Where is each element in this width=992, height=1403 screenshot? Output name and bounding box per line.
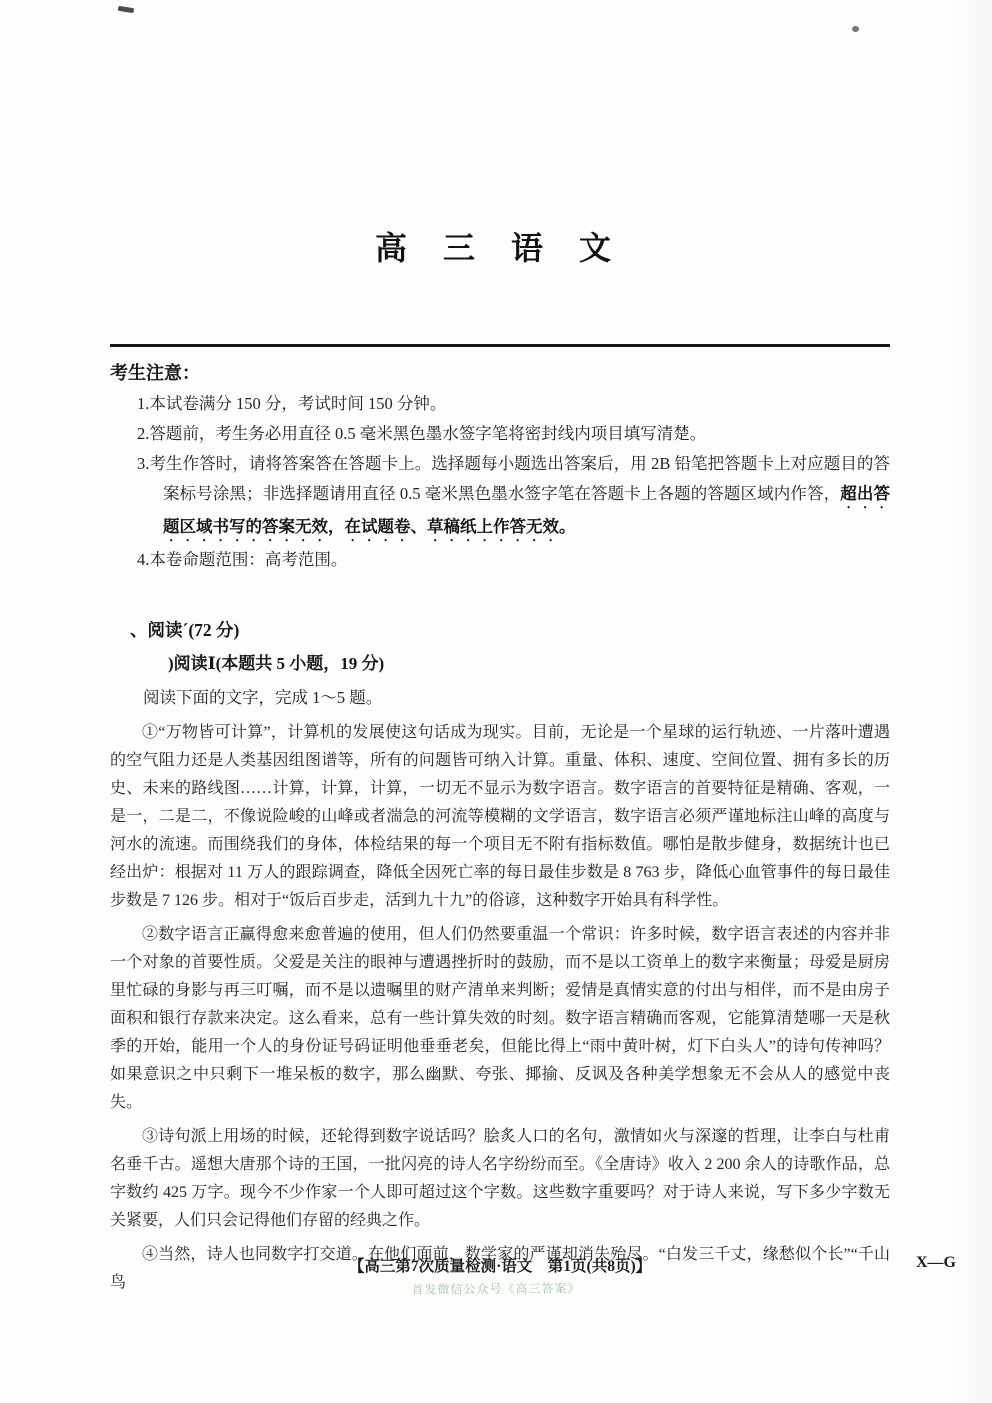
notice-list: [137, 389, 890, 575]
notice-item-1: 1.本试卷满分 150 分，考试时间 150 分钟。: [137, 394, 447, 413]
paragraph-4: ④当然，诗人也同数字打交道。在他们面前，数学家的严谨却消失殆尽。“白发三千丈，缘愁似个长”“千山鸟: [110, 1246, 890, 1291]
scan-artifact: [118, 6, 135, 13]
watermark: 首发微信公众号《高三答案》: [411, 1281, 581, 1297]
scan-artifact: [852, 26, 859, 32]
paragraph-2: ②数字语言正赢得愈来愈普遍的使用，但人们仍然要重温一个常识：许多时候，数字语言表述的内容并非一个对象的首要性质。父爱是关注的眼神与遭遇挫折时的鼓励，而不是以工资单上的数字来衡量；母爱是厨房里忙碌的身影与再三叮嘱，而不是以遗嘱里的财产清单来判断；爱情是真情实意的付出与相伴，而不是由房子面积和银行存款来决定。这么看来，总有一些计算失效的时刻。数字语言精确而客观，它能算清楚哪一天是秋季的开始，能用一个人的身份证号码证明他垂垂老矣，但能比得上“雨中黄叶树，灯下白头人”的诗句传神吗？如果意识之中只剩下一堆呆板的数字，那么幽默、夸张、揶揄、反讽及各种美学想象无不会从人的感觉中丧失。: [110, 926, 890, 1111]
page-title: 高 三 语 文: [374, 230, 625, 266]
notice-item-2: 2.答题前，考生务必用直径 0.5 毫米黑色墨水签字笔将密封线内项目填写清楚。: [137, 424, 707, 443]
notice-heading: 考生注意：: [110, 363, 200, 383]
notice-item-3-emphasis: 超出答题区域书写的答案无效，在试题卷、草稿纸上作答无效。: [163, 484, 891, 536]
notice-section: [110, 357, 890, 575]
paper-code: X—G: [916, 1254, 956, 1271]
notice-item-4: 4.本卷命题范围：高考范围。: [137, 550, 348, 569]
reading-section: [110, 615, 890, 1297]
page-footer: 【高三第7次质量检测·语文 第1页(共8页)】: [348, 1258, 652, 1275]
header-divider: [110, 344, 890, 347]
notice-item-3-text: 3.考生作答时，请将答案答在答题卡上。选择题每小题选出答案后，用 2B 铅笔把答题卡上对应题目的答案标号涂黑；非选择题请用直径 0.5 毫米黑色墨水签字笔在答题卡上各题的答题区域内作答，: [137, 454, 890, 503]
paragraph-3: ③诗句派上用场的时候，还轮得到数字说话吗？脍炙人口的名句，激情如火与深邃的哲理，让李白与杜甫名垂千古。遥想大唐那个诗的王国，一批闪亮的诗人名字纷纷而至。《全唐诗》收入 2 200 余人的诗歌作品，总字数约 425 万字。现今不少作家一个人即可超过这个字数。这些数字重要吗？对于诗人来说，写下多少字数无关紧要，人们只会记得他们存留的经典之作。: [110, 1128, 890, 1229]
subsection-heading: )阅读Ⅰ(本题共 5 小题，19 分): [168, 654, 385, 673]
reading-instruction: 阅读下面的文字，完成 1～5 题。: [143, 688, 383, 707]
section-heading: 、阅读´(72 分): [130, 620, 240, 640]
notice-item-3: [137, 449, 890, 545]
paragraph-1: ①“万物皆可计算”，计算机的发展使这句话成为现实。目前，无论是一个星球的运行轨迹、一片落叶遭遇的空气阻力还是人类基因组图谱等，所有的问题皆可纳入计算。重量、体积、速度、空间位置、拥有多长的历史、未来的路线图……计算，计算，计算，一切无不显示为数字语言。数字语言的首要特征是精确、客观，一是一，二是二，不像说险峻的山峰或者湍急的河流等模糊的文学语言，数字语言必须严谨地标注山峰的高度与河水的流速。而围绕我们的身体，体检结果的每一个项目无不附有指标数值。哪怕是散步健身，数据统计也已经出炉：根据对 11 万人的跟踪调查，降低全因死亡率的每日最佳步数是 8 763 步，降低心血管事件的每日最佳步数是 7 126 步。相对于“饭后百步走，活到九十九”的俗谚，这种数字开始具有科学性。: [110, 724, 890, 909]
